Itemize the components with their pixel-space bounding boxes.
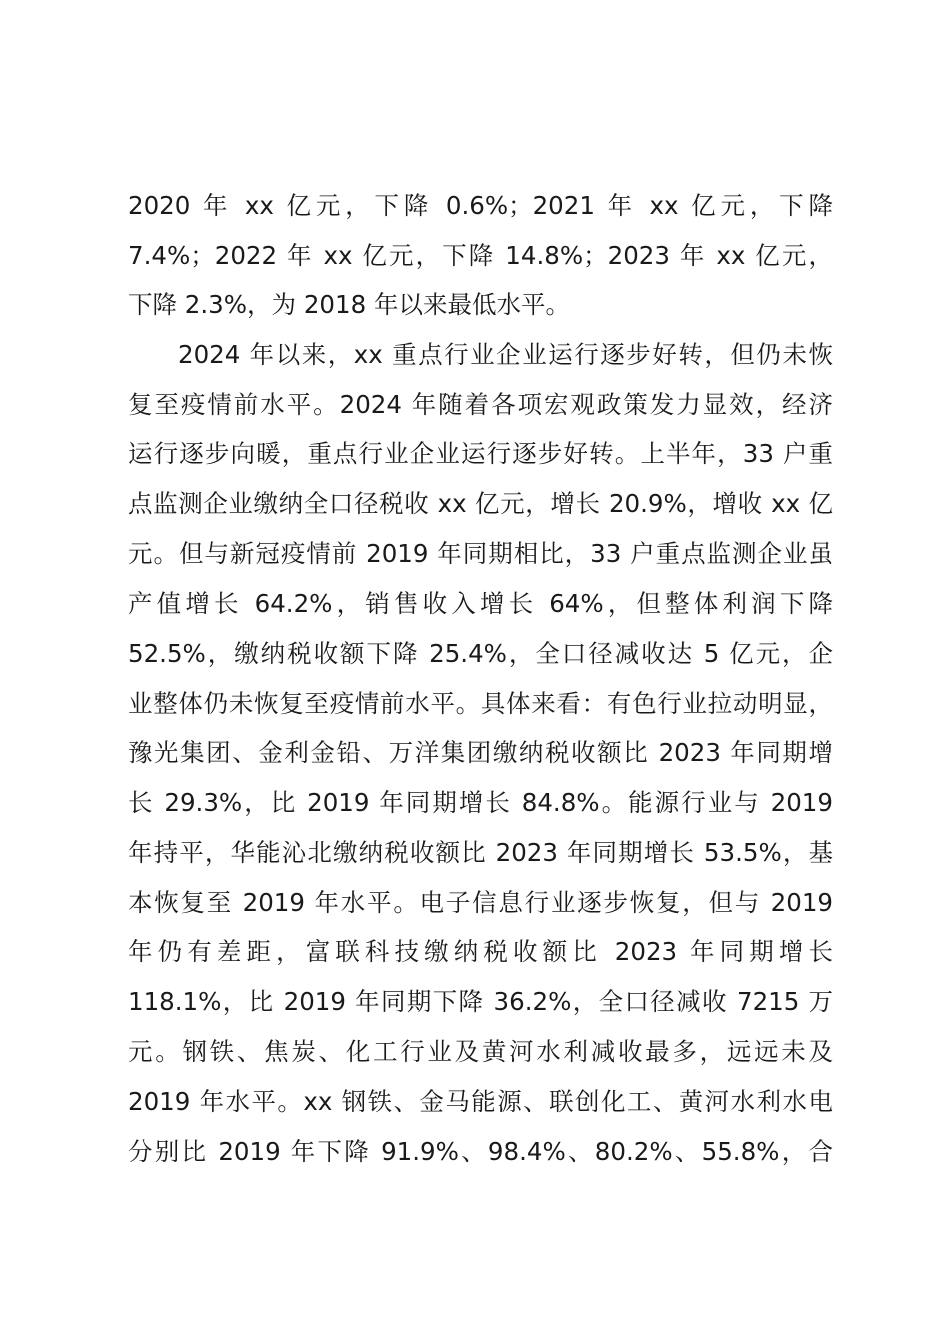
text-line: 本恢复至 2019 年水平。电子信息行业逐步恢复，但与 2019	[128, 888, 833, 917]
text-line: 运行逐步向暖，重点行业企业运行逐步好转。上半年，33 户重	[128, 439, 833, 468]
text-line: 复至疫情前水平。2024 年随着各项宏观政策发力显效，经济	[128, 390, 833, 419]
text-line: 点监测企业缴纳全口径税收 xx 亿元，增长 20.9%，增收 xx 亿	[128, 489, 833, 518]
text-line: 业整体仍未恢复至疫情前水平。具体来看：有色行业拉动明显，	[128, 689, 833, 718]
text-line: 52.5%，缴纳税收额下降 25.4%，全口径减收达 5 亿元，企	[128, 639, 833, 668]
text-line: 元。但与新冠疫情前 2019 年同期相比，33 户重点监测企业虽	[128, 539, 833, 568]
text-line: 元。钢铁、焦炭、化工行业及黄河水利减收最多，远远未及	[128, 1037, 833, 1066]
text-line: 年仍有差距，富联科技缴纳税收额比 2023 年同期增长	[128, 937, 833, 966]
text-line: 2020 年 xx 亿元，下降 0.6%；2021 年 xx 亿元，下降	[128, 191, 833, 220]
text-line: 年持平，华能沁北缴纳税收额比 2023 年同期增长 53.5%，基	[128, 838, 833, 867]
text-line: 长 29.3%，比 2019 年同期增长 84.8%。能源行业与 2019	[128, 788, 833, 817]
text-line: 分别比 2019 年下降 91.9%、98.4%、80.2%、55.8%，合	[128, 1137, 833, 1166]
text-line: 产值增长 64.2%，销售收入增长 64%，但整体利润下降	[128, 589, 833, 618]
text-line: 7.4%；2022 年 xx 亿元，下降 14.8%；2023 年 xx 亿元，	[128, 241, 833, 270]
text-line: 豫光集团、金利金铅、万洋集团缴纳税收额比 2023 年同期增	[128, 738, 833, 767]
text-line: 下降 2.3%，为 2018 年以来最低水平。	[128, 290, 570, 319]
text-line: 2019 年水平。xx 钢铁、金马能源、联创化工、黄河水利水电	[128, 1087, 833, 1116]
text-line: 118.1%，比 2019 年同期下降 36.2%，全口径减收 7215 万	[128, 987, 833, 1016]
text-line: 2024 年以来，xx 重点行业企业运行逐步好转，但仍未恢	[178, 340, 833, 369]
